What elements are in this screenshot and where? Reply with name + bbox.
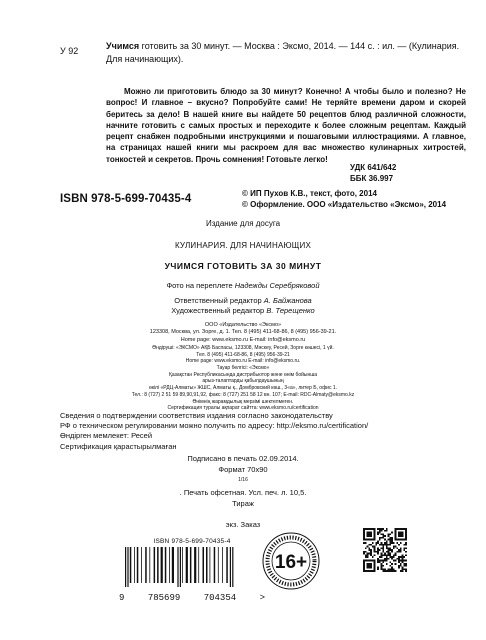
print-line-1: Подписано в печать 02.09.2014. <box>187 454 299 463</box>
print-line-2 <box>0 465 486 499</box>
print-info <box>0 454 486 530</box>
print-line-3 <box>0 499 486 531</box>
qr-code-icon <box>363 528 407 572</box>
cert-line-4: Сертификация қарастырылмаған <box>60 441 177 451</box>
biblio-title-bold: Учимся <box>106 41 140 51</box>
print-run-label: Тираж <box>232 498 254 508</box>
art-editor-name: В. Терещенко <box>266 306 315 315</box>
kz1-line-1: Өндіруші: «ЭКСМО» АҚБ Баспасы, 123308, Мәскеу, Ресей, Зорге көшесі, 1 үй. <box>152 345 334 351</box>
barcode-block <box>117 538 267 603</box>
publisher-line-1: ООО «Издательство «Эксмо» <box>204 322 282 328</box>
barcode-icon <box>117 547 267 587</box>
barcode-group-2: 704354 <box>203 593 237 603</box>
kz2-line-2: арыз-талаптарды қабылдаушының <box>202 378 284 385</box>
print-format-fraction: 1/16 <box>238 477 248 483</box>
print-format: Формат 70х90 <box>218 464 268 474</box>
kz2-line-5: Өнімнің жарамдылық мерзімі шектелмеген. <box>192 398 294 405</box>
barcode-group-1: 785699 <box>147 593 181 603</box>
kz2-line-6: Сертификация туралы ақпарат сайтта: www.eksmo.ru/certification <box>167 405 319 412</box>
kz1-line-2: Тел. 8 (495) 411-68-86, 8 (495) 956-39-21 <box>196 351 290 358</box>
annotation: Можно ли приготовить блюдо за 30 минут? Конечно! А чтобы было и полезно? Не вопрос! И главное – вкусно? Попробуйте сами! Не теряйте времени даром и скорей беритесь за дело! В нашей книге вы найдете 50 рецептов блюд различной сложности, начните готовить с самых простых и переходите к более сложным рецептам. Каждый рецепт снабжен подробными инструкциями и пошаговыми иллюстрациями. А главное, на страницах нашей книги мы раскроем для вас множество кулинарных хитростей, тонкостей и секретов. Прочь сомнения! Готовьте легко! <box>106 87 466 164</box>
age-rating-text: 16+ <box>274 552 308 573</box>
editor-line <box>0 296 486 306</box>
copyright-line-2: © Оформление. ООО «Издательство «Эксмо», 2014 <box>242 200 447 209</box>
photo-credit-prefix: Фото на переплете <box>166 281 235 290</box>
photo-credit <box>0 281 486 290</box>
cert-line-2: РФ о техническом регулировании можно получить по адресу: http://eksmo.ru/certification/ <box>60 421 369 431</box>
photo-credit-name: Надежды Серебряковой <box>234 281 320 290</box>
publishing-label: Издание для досуга <box>205 219 281 228</box>
publisher-line-3: Home page: www.eksmo.ru E-mail: info@eksmo.ru <box>180 336 306 343</box>
biblio-title-rest: готовить за 30 минут. — Москва : Эксмо, 2014. — 144 с. : ил. — (Кулинария. Для начинающих). <box>106 41 460 64</box>
kz-distributor <box>0 365 486 412</box>
barcode-end: > <box>259 593 265 603</box>
kz2-line-3: өкілі «РДЦ-Алматы» ЖШС, Алматы қ., Домбровский көш., 3«а», литер Б, офис 1. <box>148 385 338 392</box>
editor-name: А. Байжанова <box>263 296 312 305</box>
art-editor-line <box>0 306 486 316</box>
kz1-line-3: Home page: www.eksmo.ru E-mail: info@eksmo.ru. <box>185 358 301 365</box>
editor-prefix: Ответственный редактор <box>174 296 264 305</box>
series-name: КУЛИНАРИЯ. ДЛЯ НАЧИНАЮЩИХ <box>174 241 311 250</box>
kz1-line-4: Тауар белгісі: «Эксмо» <box>216 365 270 371</box>
bibliographic-record <box>106 40 466 65</box>
publisher-info <box>0 322 486 344</box>
print-order-label: экз. Заказ <box>225 519 261 529</box>
cert-line-3: Өндірген мемлекет: Ресей <box>60 431 153 441</box>
catalog-code: У 92 <box>60 46 79 56</box>
print-format-rest: . Печать офсетная. Усл. печ. л. 10,5. <box>179 488 307 497</box>
editors <box>0 296 486 316</box>
barcode-first-digit: 9 <box>119 593 125 603</box>
copyright <box>242 188 446 210</box>
kz2-line-4: Тел.: 8 (727) 2 51 59 89,90,91,92, факс: 8 (727) 251 58 12 вн. 107; E-mail: RDC-Almaty@eksmo.kz <box>131 391 355 398</box>
classification-codes <box>350 162 396 184</box>
kz2-line-1: Қазақстан Республикасында дистрибьютор және өнім бойынша <box>168 371 318 378</box>
book-title: УЧИМСЯ ГОТОВИТЬ ЗА 30 МИНУТ <box>164 261 322 271</box>
barcode-digits <box>117 593 267 603</box>
barcode-isbn: ISBN 978-5-699-70435-4 <box>153 538 231 545</box>
age-rating-badge-icon <box>262 532 320 590</box>
certification-info <box>60 411 440 452</box>
udk-code: УДК 641/642 <box>350 163 397 172</box>
bbk-code: ББК 36.997 <box>350 174 394 183</box>
copyright-line-1: © ИП Пухов К.В., текст, фото, 2014 <box>242 189 377 198</box>
isbn-main: ISBN 978-5-699-70435-4 <box>60 193 192 205</box>
art-editor-prefix: Художественный редактор <box>171 306 267 315</box>
publisher-line-2: 123308, Москва, ул. Зорге, д. 1. Тел. 8 (495) 411-68-86, 8 (495) 956-39-21. <box>149 329 337 336</box>
kz-manufacturer <box>0 345 486 365</box>
cert-line-1: Сведения о подтверждении соответствия издания согласно законодательству <box>60 411 333 420</box>
